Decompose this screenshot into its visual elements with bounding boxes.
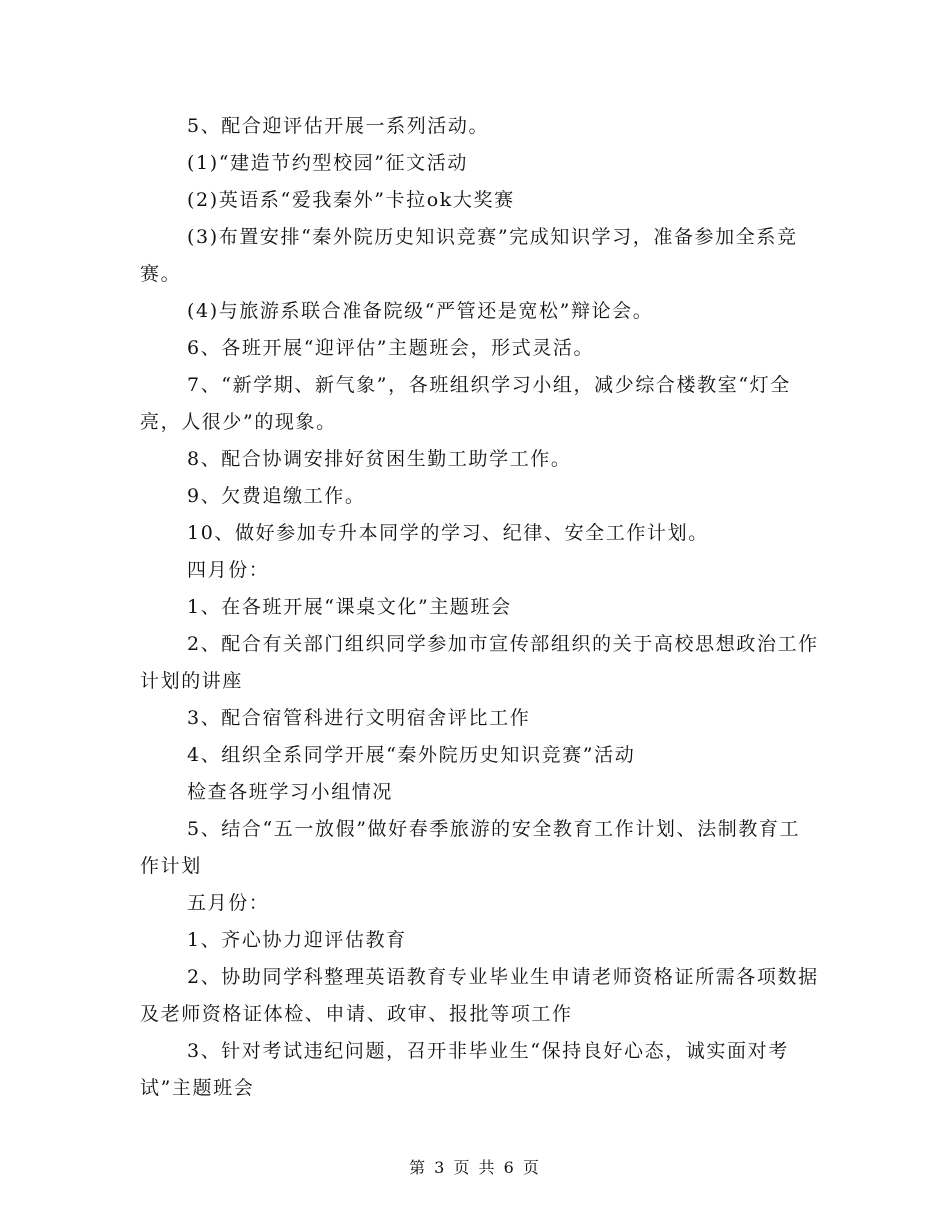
paragraph: 2、协助同学科整理英语教育专业毕业生申请老师资格证所需各项数据及老师资格证体检、申请、政审、报批等项工作 <box>140 966 819 1025</box>
paragraph: 1、齐心协力迎评估教育 <box>187 929 407 951</box>
paragraph: 9、欠费追缴工作。 <box>187 485 366 507</box>
paragraph: 3、配合宿管科进行文明宿舍评比工作 <box>187 707 531 729</box>
paragraph: 6、各班开展“迎评估”主题班会，形式灵活。 <box>187 337 595 359</box>
paragraph: 2、配合有关部门组织同学参加市宣传部组织的关于高校思想政治工作计划的讲座 <box>140 633 819 692</box>
document-body <box>140 108 820 1107</box>
paragraph: 7、“新学期、新气象”，各班组织学习小组，减少综合楼教室“灯全亮，人很少”的现象。 <box>140 374 791 433</box>
paragraph: 3、针对考试违纪问题，召开非毕业生“保持良好心态，诚实面对考试”主题班会 <box>140 1040 789 1099</box>
paragraph: 检查各班学习小组情况 <box>187 781 394 803</box>
paragraph: 4、组织全系同学开展“秦外院历史知识竞赛”活动 <box>187 744 636 766</box>
paragraph: 8、配合协调安排好贫困生勤工助学工作。 <box>187 448 572 470</box>
paragraph: (4)与旅游系联合准备院级“严管还是宽松”辩论会。 <box>187 300 654 322</box>
paragraph: 1、在各班开展“课桌文化”主题班会 <box>187 596 512 618</box>
paragraph: 5、结合“五一放假”做好春季旅游的安全教育工作计划、法制教育工作计划 <box>140 818 801 877</box>
section-heading-may: 五月份： <box>187 892 270 914</box>
paragraph: (1)“建造节约型校园”征文活动 <box>187 152 468 174</box>
paragraph: 5、配合迎评估开展一系列活动。 <box>187 115 490 137</box>
section-heading-april: 四月份： <box>187 559 270 581</box>
paragraph: (3)布置安排“秦外院历史知识竞赛”完成知识学习，准备参加全系竞赛。 <box>140 226 798 285</box>
page-number-footer: 第 3 页 共 6 页 <box>409 1158 541 1177</box>
paragraph: 10、做好参加专升本同学的学习、纪律、安全工作计划。 <box>187 522 709 544</box>
paragraph: (2)英语系“爱我秦外”卡拉ok大奖赛 <box>187 189 515 211</box>
